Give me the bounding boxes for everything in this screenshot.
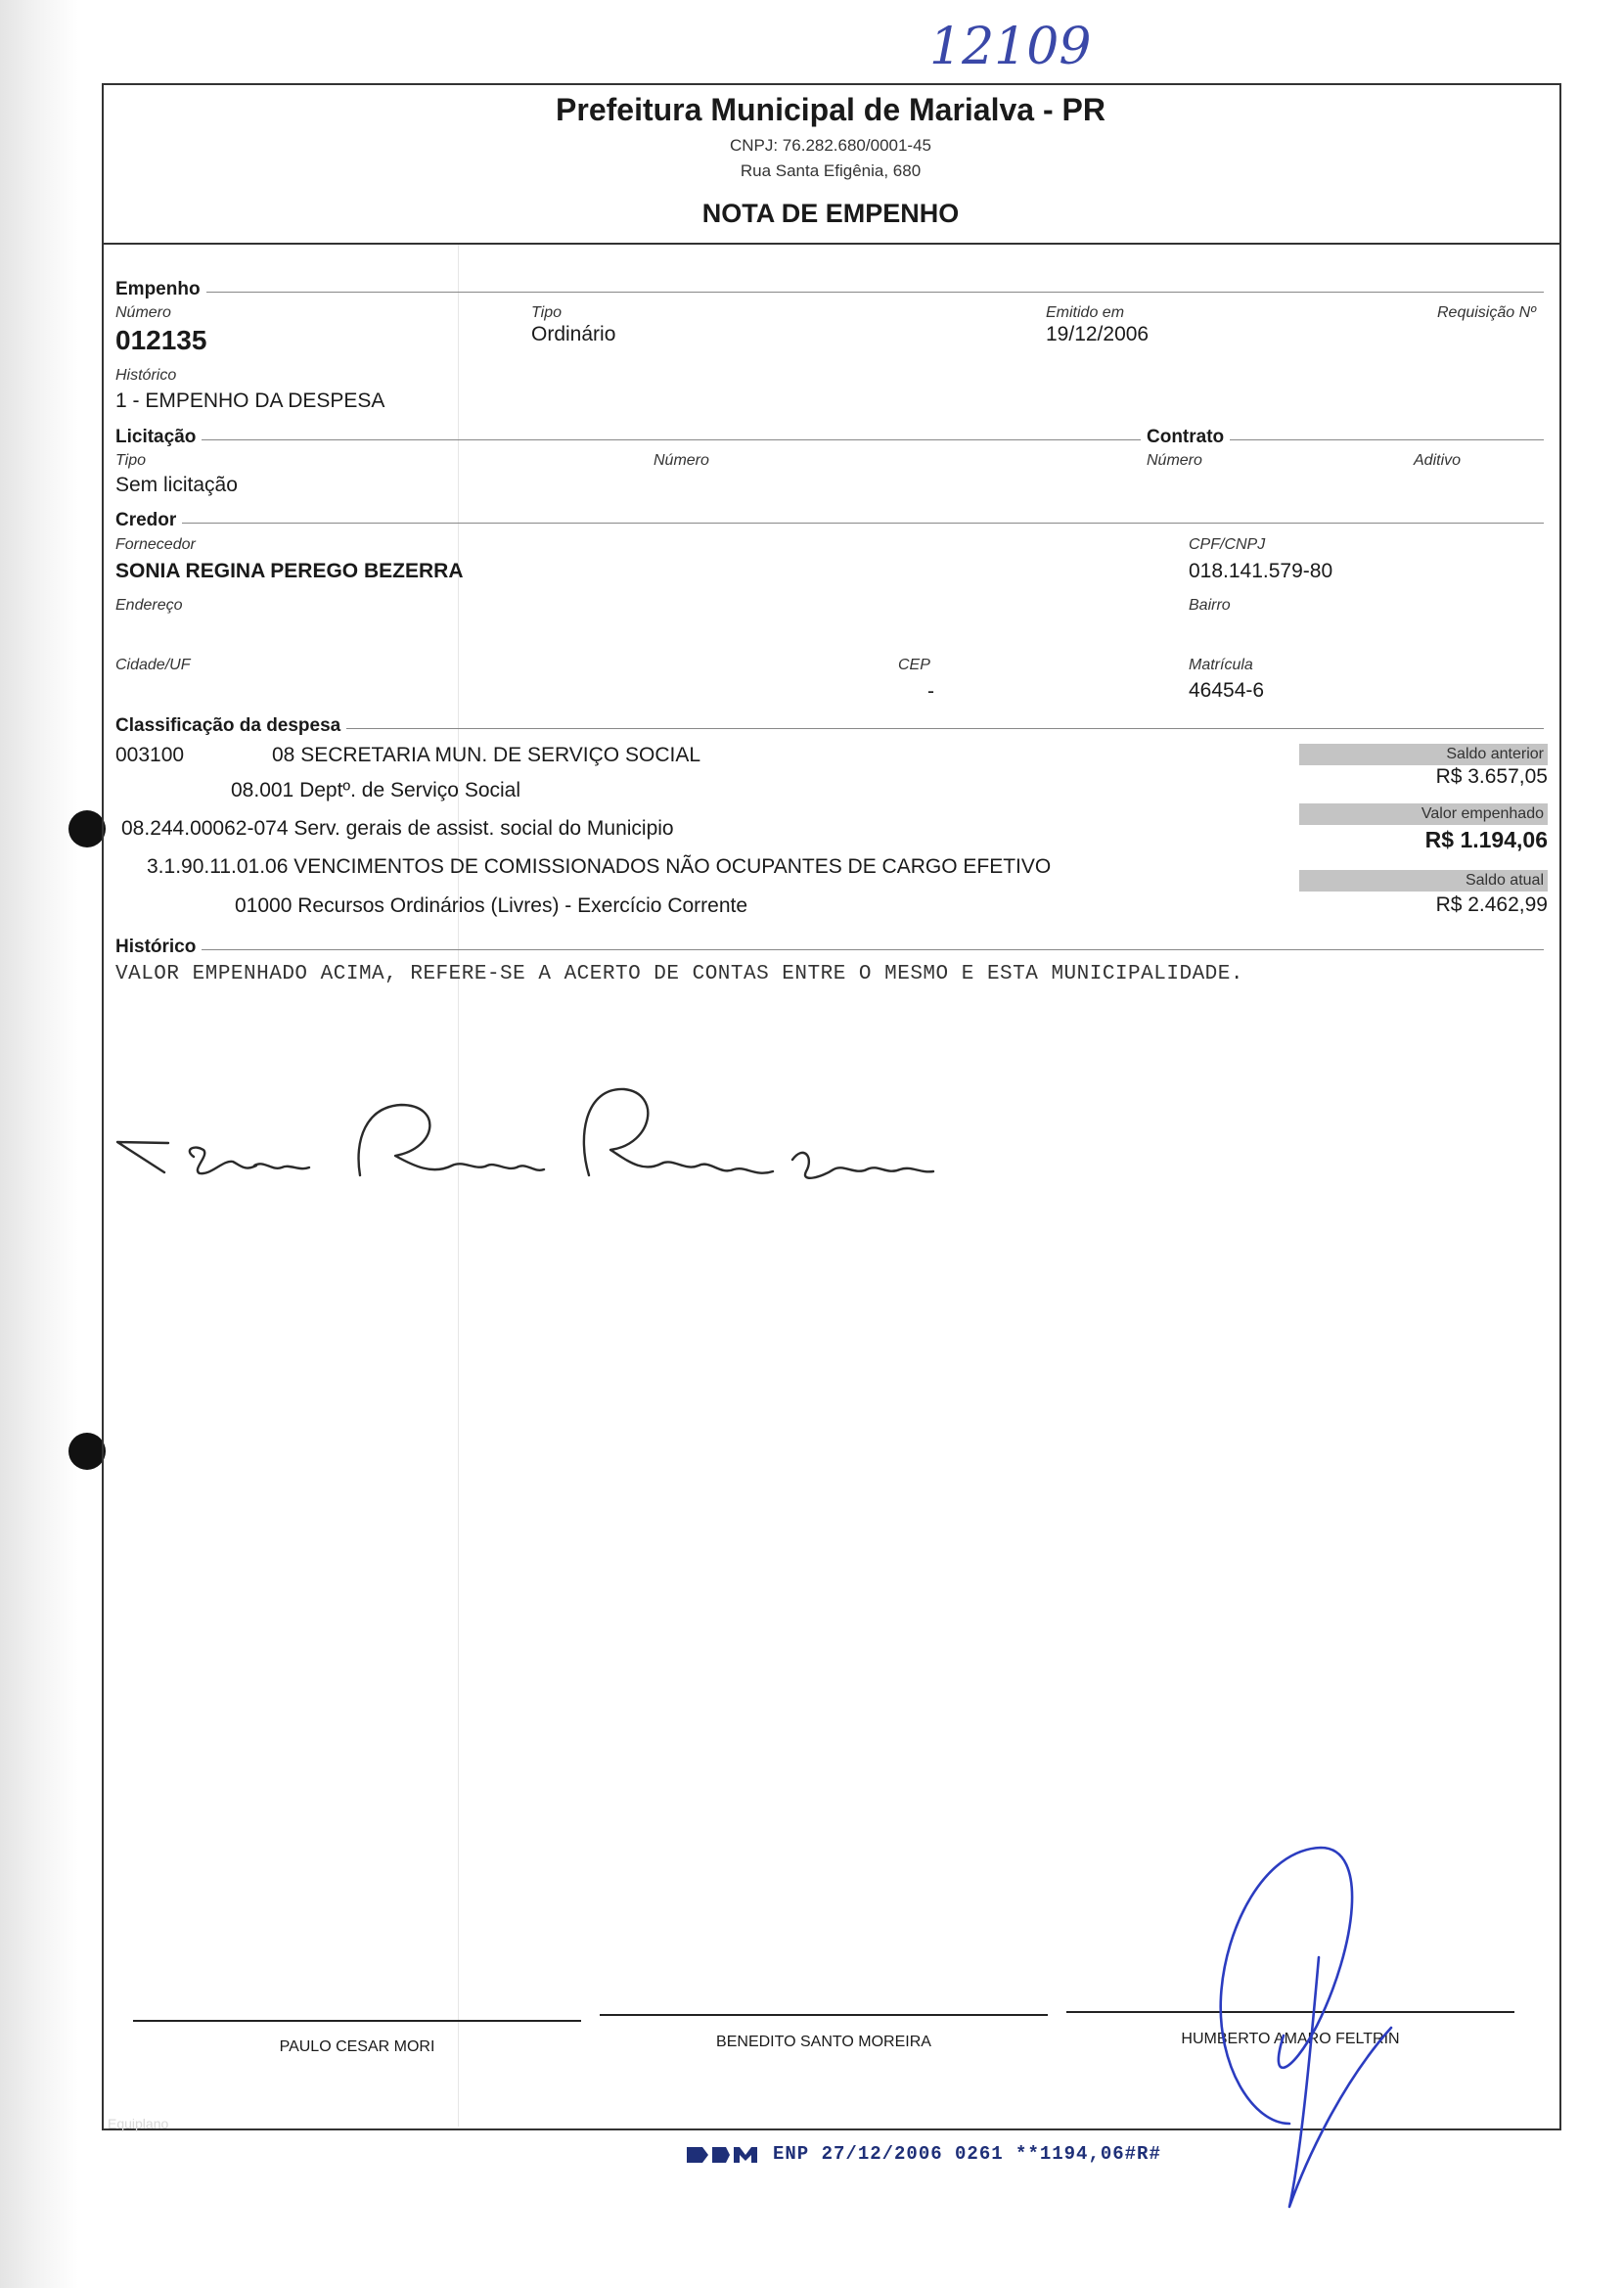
historico-label: Histórico	[115, 367, 177, 384]
endereco-label: Endereço	[115, 597, 183, 614]
empenho-historico: 1 - EMPENHO DA DESPESA	[115, 389, 385, 412]
signature-line-2	[600, 2014, 1048, 2016]
credor-cpf: 018.141.579-80	[1189, 560, 1333, 582]
document-title: NOTA DE EMPENHO	[701, 199, 960, 228]
cnpj-text: CNPJ: 76.282.680/0001-45	[729, 136, 932, 155]
classificacao-section-title: Classificação da despesa	[115, 715, 346, 737]
classificacao-funcional: 08.244.00062-074 Serv. gerais de assist. social do Municipio	[121, 817, 674, 840]
requisicao-label: Requisição Nº	[1437, 304, 1536, 321]
payment-stamp: ENP 27/12/2006 0261 **1194,06#R#	[773, 2143, 1161, 2165]
empenho-section-title: Empenho	[115, 279, 206, 300]
credor-fornecedor: SONIA REGINA PEREGO BEZERRA	[115, 560, 464, 582]
classificacao-elemento: 3.1.90.11.01.06 VENCIMENTOS DE COMISSIONADOS NÃO OCUPANTES DE CARGO EFETIVO	[147, 855, 1052, 878]
signatory-1: PAULO CESAR MORI	[279, 2038, 435, 2055]
credor-rule	[115, 523, 1544, 524]
licitacao-tipo: Sem licitação	[115, 474, 238, 496]
licitacao-tipo-label: Tipo	[115, 452, 146, 469]
signature-line-1	[133, 2020, 581, 2022]
signatory-3: HUMBERTO AMARO FELTRIN	[1181, 2031, 1400, 2047]
empenho-emitido: 19/12/2006	[1046, 323, 1150, 345]
credor-cep: -	[927, 680, 934, 703]
credor-matricula: 46454-6	[1189, 679, 1265, 702]
credor-section-title: Credor	[115, 510, 182, 531]
handwritten-number: 12109	[929, 18, 1092, 76]
header-separator	[102, 243, 1559, 245]
tipo-label: Tipo	[531, 304, 562, 321]
historico-section-title: Histórico	[115, 937, 202, 958]
empenho-numero: 012135	[115, 325, 207, 355]
valor-empenhado-label: Valor empenhado	[1299, 803, 1548, 825]
matricula-label: Matrícula	[1189, 657, 1253, 673]
historico-rule	[115, 949, 1544, 950]
cpf-label: CPF/CNPJ	[1189, 536, 1266, 553]
valor-empenhado-value: R$ 1.194,06	[1424, 827, 1548, 852]
punch-hole-bottom	[68, 1433, 106, 1470]
numero-label: Número	[115, 304, 171, 321]
municipality-title: Prefeitura Municipal de Marialva - PR	[556, 92, 1105, 127]
emitido-label: Emitido em	[1046, 304, 1125, 321]
fornecedor-label: Fornecedor	[115, 536, 196, 553]
empenho-rule	[115, 292, 1544, 293]
saldo-atual-value: R$ 2.462,99	[1435, 893, 1548, 916]
authorizer-signature	[1174, 1830, 1428, 2221]
historico-text: VALOR EMPENHADO ACIMA, REFERE-SE A ACERTO DE CONTAS ENTRE O MESMO E ESTA MUNICIPALIDADE.	[115, 963, 1243, 985]
licitacao-section-title: Licitação	[115, 427, 202, 448]
punch-hole-top	[68, 810, 106, 847]
saldo-anterior-value: R$ 3.657,05	[1435, 765, 1548, 788]
signatory-2: BENEDITO SANTO MOREIRA	[716, 2034, 931, 2050]
recipient-signature	[108, 1081, 988, 1218]
stamp-logo	[685, 2143, 763, 2167]
system-label: Equiplano	[108, 2116, 169, 2131]
empenho-tipo: Ordinário	[531, 323, 616, 345]
saldo-atual-label: Saldo atual	[1299, 870, 1548, 892]
classificacao-orgao: 08 SECRETARIA MUN. DE SERVIÇO SOCIAL	[272, 744, 701, 766]
saldo-anterior-label: Saldo anterior	[1299, 744, 1548, 765]
classificacao-code: 003100	[115, 744, 185, 766]
classificacao-recurso: 01000 Recursos Ordinários (Livres) - Exercício Corrente	[235, 894, 748, 917]
classificacao-unidade: 08.001 Deptº. de Serviço Social	[231, 779, 521, 801]
contrato-aditivo-label: Aditivo	[1414, 452, 1462, 469]
licitacao-numero-label: Número	[654, 452, 709, 469]
licitacao-rule	[115, 439, 1544, 440]
contrato-numero-label: Número	[1147, 452, 1202, 469]
cep-label: CEP	[898, 657, 930, 673]
bairro-label: Bairro	[1189, 597, 1231, 614]
cidade-label: Cidade/UF	[115, 657, 191, 673]
scan-edge-shadow	[0, 0, 78, 2288]
address-text: Rua Santa Efigênia, 680	[740, 161, 922, 180]
contrato-section-title: Contrato	[1141, 427, 1230, 448]
